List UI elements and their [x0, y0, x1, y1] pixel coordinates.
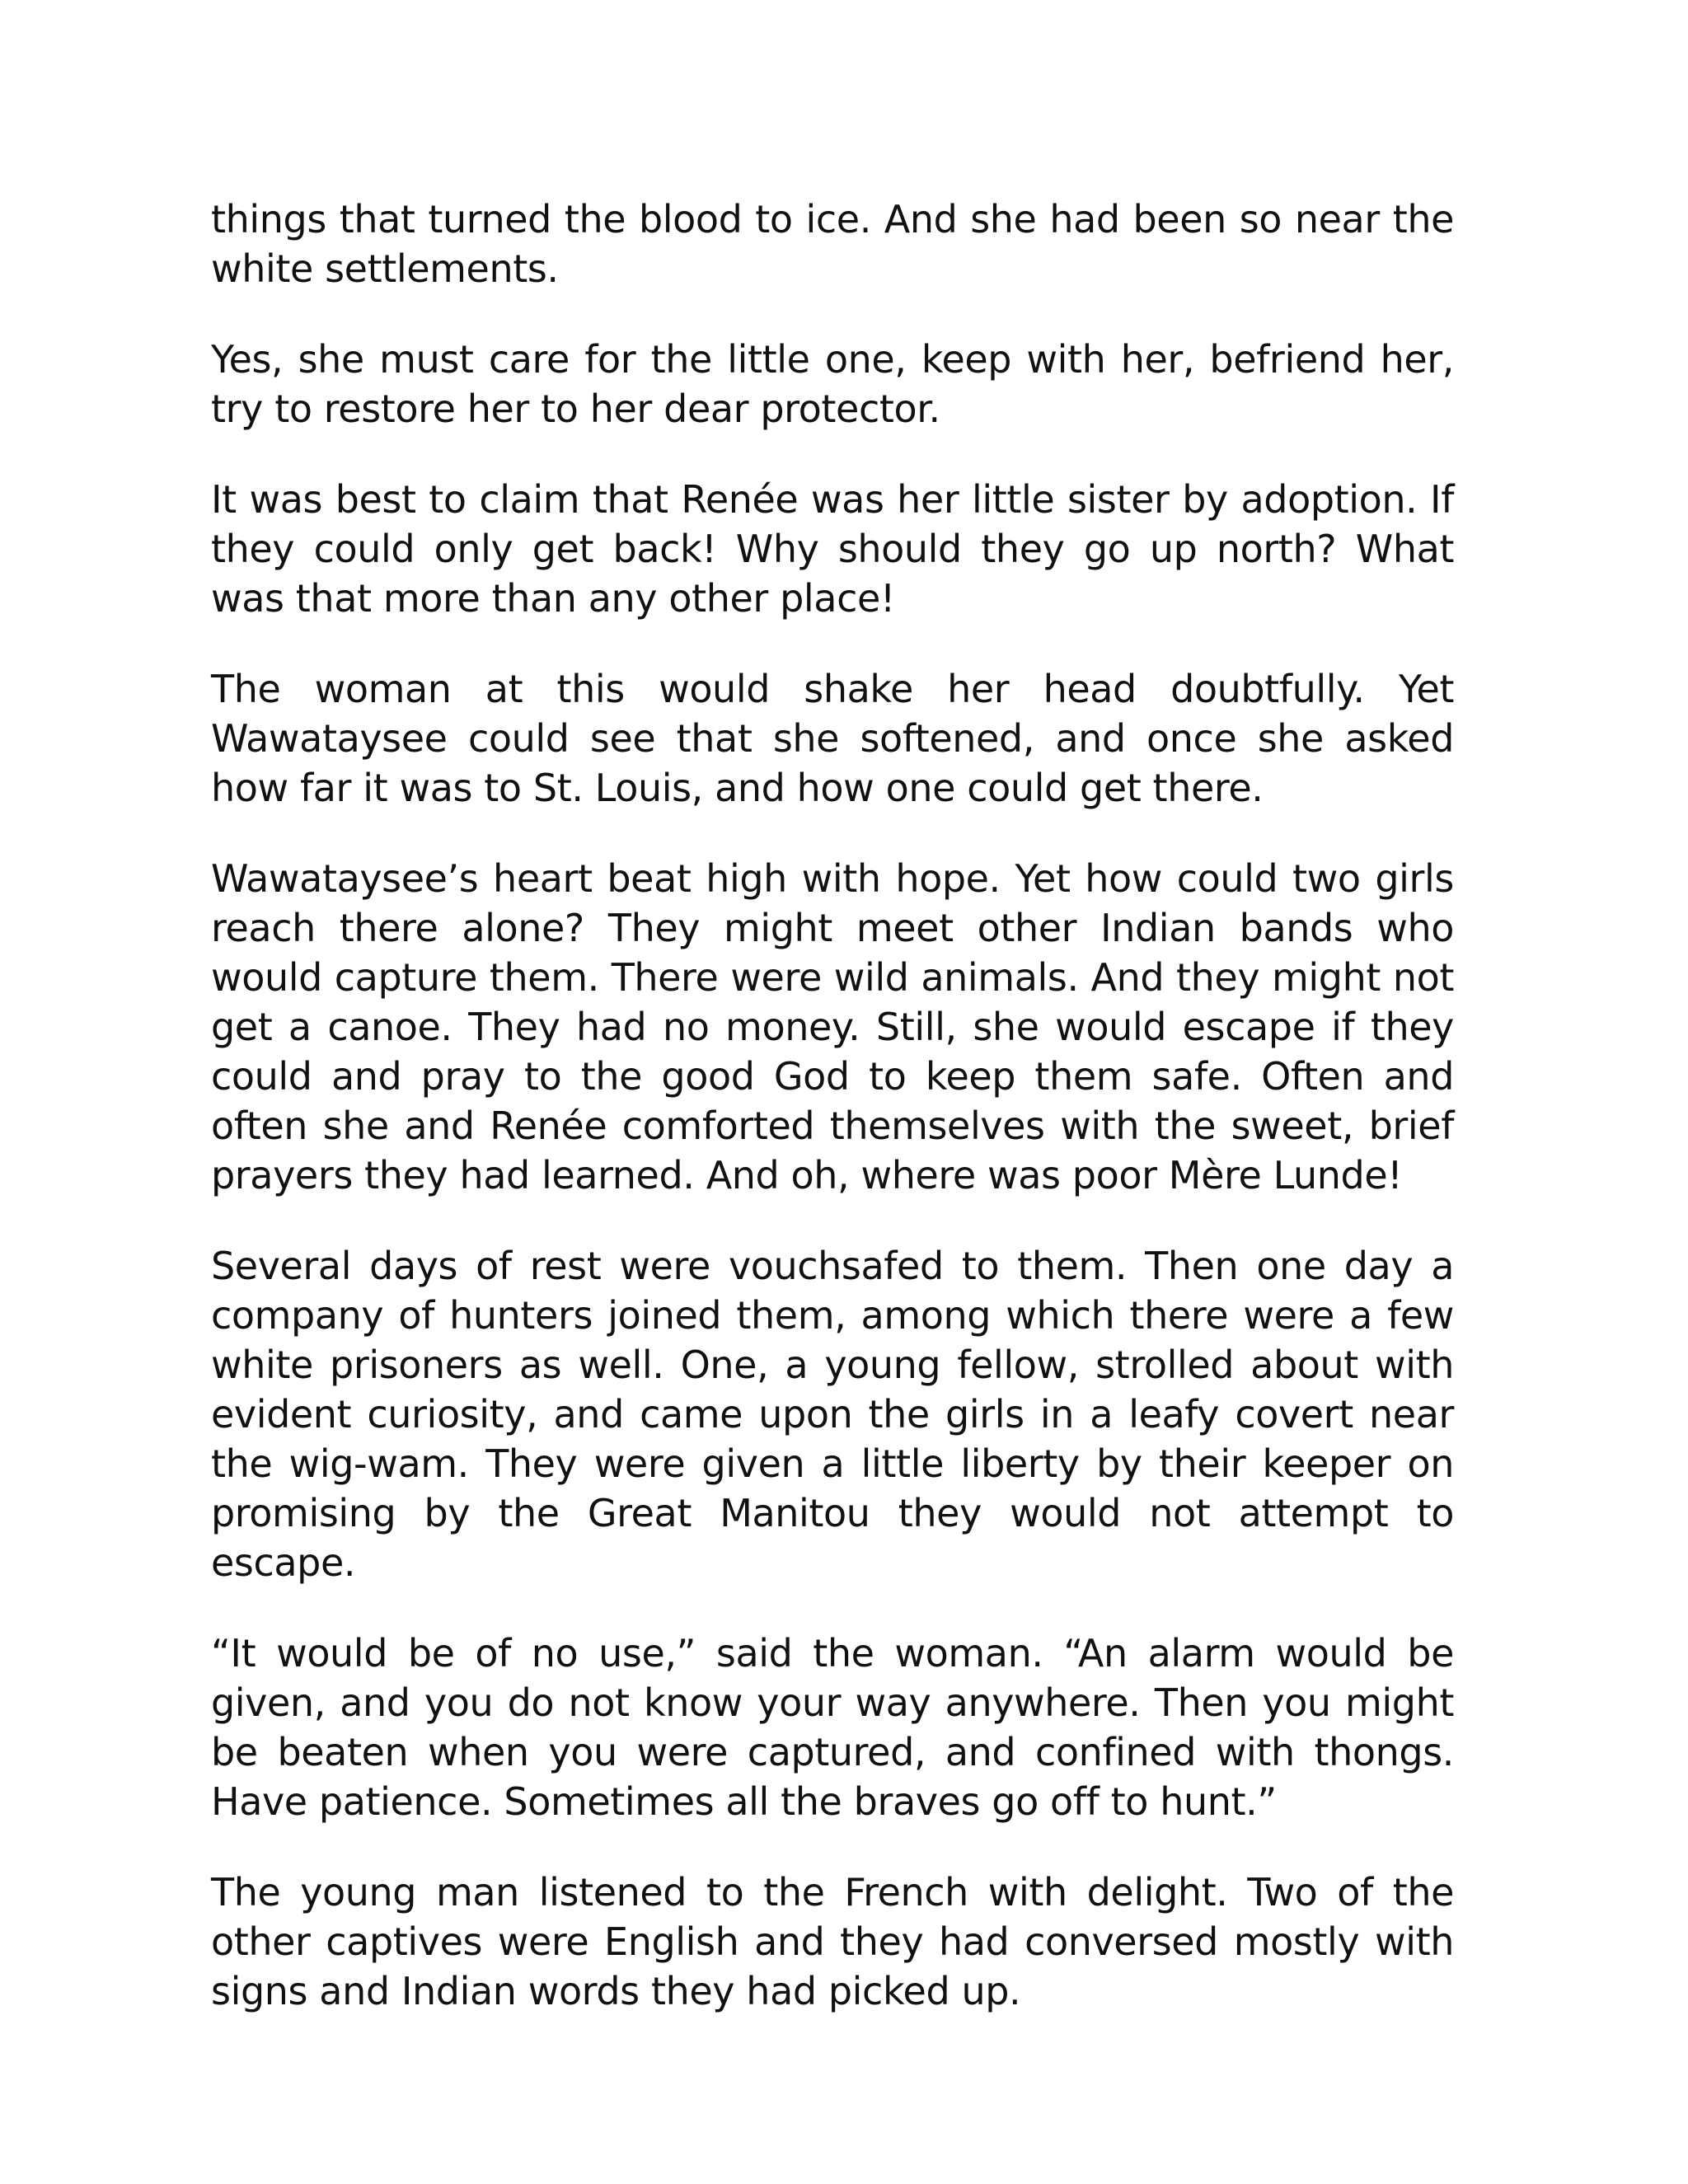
body-text [211, 194, 1454, 2057]
paragraph-7: “It would be of no use,” said the woman. “An alarm would be given, and you do not know your way anywhere. Then you might be beaten when you were captured, and confined with thongs. Have patience. Sometimes all the braves go off to hunt.” [211, 1631, 1454, 1824]
paragraph-1: things that turned the blood to ice. And she had been so near the white settlements. [211, 197, 1454, 291]
paragraph-4: The woman at this would shake her head doubtfully. Yet Wawataysee could see that she softened, and once she asked how far it was to St. Louis, and how one could get there. [211, 667, 1454, 810]
paragraph-6: Several days of rest were vouchsafed to them. Then one day a company of hunters joined them, among which there were a few white prisoners as well. One, a young fellow, strolled about with evident curiosity, and came upon the girls in a leafy covert near the wig-wam. They were given a little liberty by their keeper on promising by the Great Manitou they would not attempt to escape. [211, 1244, 1454, 1585]
paragraph-3: It was best to claim that Renée was her little sister by adoption. If they could only get back! Why should they go up north? What was that more than any other place! [211, 477, 1454, 621]
paragraph-5: Wawataysee’s heart beat high with hope. Yet how could two girls reach there alone? They might meet other Indian bands who would capture them. There were wild animals. And they might not get a canoe. They had no money. Still, she would escape if they could and pray to the good God to keep them safe. Often and often she and Renée comforted themselves with the sweet, brief prayers they had learned. And oh, where was poor Mère Lunde! [211, 856, 1454, 1197]
paragraph-8: The young man listened to the French with delight. Two of the other captives were English and they had conversed mostly with signs and Indian words they had picked up. [211, 1870, 1454, 2013]
paragraph-2: Yes, she must care for the little one, keep with her, befriend her, try to restore her to her dear protector. [211, 337, 1454, 431]
